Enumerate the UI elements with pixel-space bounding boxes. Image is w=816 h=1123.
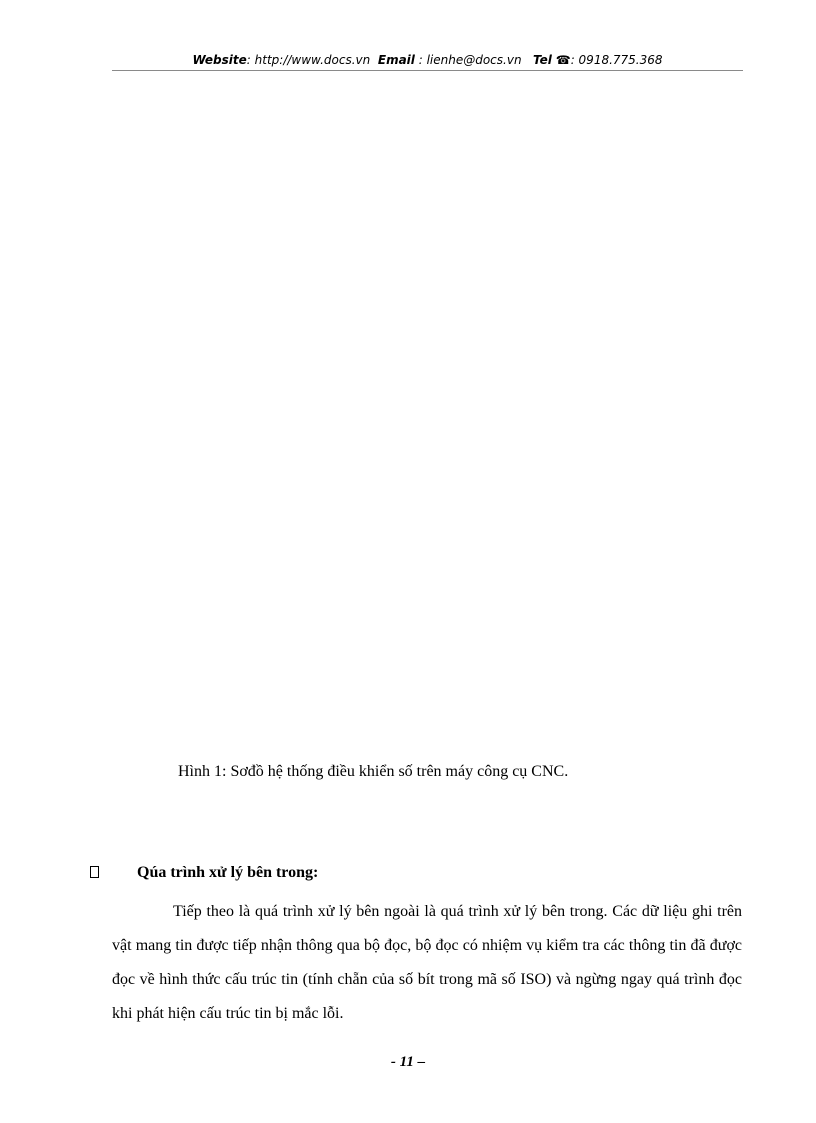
page-number: - 11 –: [390, 1054, 426, 1070]
email-label: Email: [377, 53, 415, 67]
body-paragraph: Tiếp theo là quá trình xử lý bên ngoài là quá trình xử lý bên trong. Các dữ liệu ghi trên vật mang tin được tiếp nhận thông qua bộ đọc, bộ đọc có nhiệm vụ kiểm tra các thông tin đã được đọc về hình thức cấu trúc tin (tính chẵn của số bít trong mã số ISO) và ngừng ngay quá trình đọc khi phát hiện cấu trúc tin bị mắc lỗi.: [112, 903, 742, 1022]
page-header: [112, 52, 743, 68]
email-value: : lienhe@docs.vn: [414, 53, 522, 67]
section-title: Qúa trình xử lý bên trong:: [137, 864, 319, 881]
figure-caption: Hình 1: Sơđồ hệ thống điều khiển số trên máy công cụ CNC.: [178, 763, 569, 780]
tel-label: Tel: [533, 53, 552, 67]
header-divider: [112, 70, 743, 71]
phone-icon: ☎: [555, 53, 571, 67]
website-label: Website: [192, 53, 247, 67]
website-value: : http://www.docs.vn: [246, 53, 371, 67]
tel-value: : 0918.775.368: [570, 53, 663, 67]
bullet-box-icon: [90, 866, 99, 878]
